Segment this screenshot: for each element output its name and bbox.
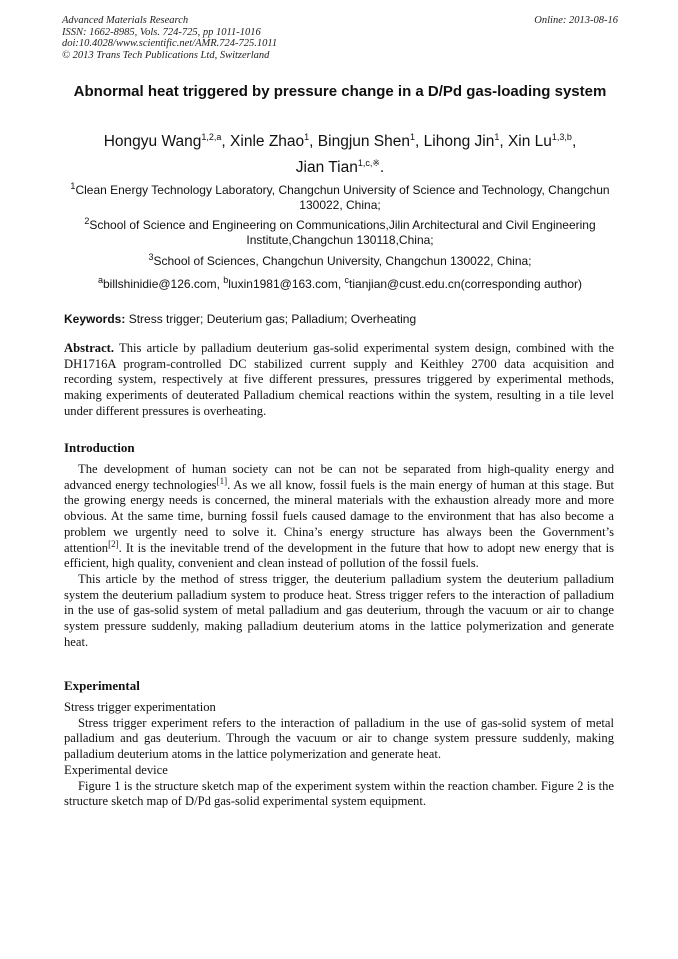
author-sep: . [379, 159, 385, 176]
paper-title: Abnormal heat triggered by pressure change in a D/Pd gas-loading system [73, 83, 607, 100]
email-text: billshinidie@126.com, [103, 277, 224, 291]
email-sup: b [223, 275, 229, 285]
introduction-body [64, 462, 614, 650]
intro-text: . It is the inevitable trend of the development in the future that how to adopt new energy that is efficient, high quality, convenient and clean instead of pollution of the fossil fuels. [64, 540, 614, 571]
intro-text: The development of human society can not be can not be separated from high-quality energy and advanced energy technologies [64, 462, 614, 492]
subsection-heading: Experimental device [64, 762, 168, 777]
affiliation-text: School of Science and Engineering on Communications,Jilin Architectural and Civil Engineering Institute,Changchun 130118,China; [89, 218, 596, 247]
affiliation-sup: 1 [70, 181, 76, 191]
citation: [1] [216, 475, 228, 486]
experimental-heading: Experimental [64, 678, 140, 693]
author-sup: 1,3,b [551, 131, 572, 142]
author-name: Xinle Zhao [230, 133, 305, 150]
author-name: Xin Lu [507, 133, 552, 150]
author-sep: , [415, 133, 424, 150]
intro-paragraph-1 [64, 462, 614, 572]
affiliation-3 [60, 254, 620, 269]
author-sup: 1 [494, 131, 500, 142]
author-name: Hongyu Wang [103, 133, 202, 150]
journal-header [62, 15, 618, 61]
subsection-heading: Stress trigger experimentation [64, 700, 216, 714]
author-sep: , [309, 133, 318, 150]
issn-line: ISSN: 1662-8985, Vols. 724-725, pp 1011-1016 [62, 26, 261, 38]
experimental-paragraph-2: Figure 1 is the structure sketch map of the experiment system within the reaction chamber. Figure 2 is the structure sketch map of D/Pd gas-solid experimental system equipment. [64, 778, 614, 809]
online-date: Online: 2013-08-16 [534, 15, 618, 26]
doi-line: doi:10.4028/www.scientific.net/AMR.724-725.1011 [62, 38, 278, 49]
citation: [2] [108, 538, 119, 549]
author-sup: 1 [304, 131, 310, 142]
email-sup: a [97, 275, 103, 285]
abstract [64, 341, 614, 420]
abstract-text: This article by palladium deuterium gas-solid experimental system design, combined with the DH1716A program-controlled DC stabilized current supply and Keithley 2700 data acquisition and recording system, respectively at five different pressures, pressures triggered by experimental methods, making experiments of deuterated Palladium chemical reactions within the system, resulting in a tile level under different pressures is overheating. [64, 341, 614, 418]
affiliation-text: Clean Energy Technology Laboratory, Changchun University of Science and Technology, Changchun 130022, China; [75, 183, 610, 212]
email-sup: c [344, 275, 350, 285]
author-list [70, 129, 610, 181]
author-sep: , [221, 133, 231, 150]
intro-text: . As we all know, fossil fuels is the main energy of human at this stage. But the growing energy needs is concerned, the mineral materials with the exhaustion already more and more obvious. At the same time, burning fossil fuels caused damage to the environment that has also become a problem we urgently need to solve it. China’s energy structure has always been the Government’s attention [64, 477, 614, 555]
affiliation-sup: 2 [84, 216, 90, 226]
email-text: tianjian@cust.edu.cn(corresponding author) [349, 277, 582, 291]
author-name: Jian Tian [295, 159, 358, 176]
intro-paragraph-2: This article by the method of stress trigger, the deuterium palladium system the deuterium palladium system the deuterium palladium system to produce heat. Stress trigger refers to the interaction of palladium in the use of gas-solid system of metal palladium and gas deuterium, through the vacuum or air to change system pressure suddenly, making palladium deuterium atoms in the lattice polymerization and generate heat. [64, 571, 614, 649]
author-sup: 1 [410, 131, 416, 142]
abstract-label: Abstract. [64, 341, 115, 355]
keywords-label: Keywords: [64, 312, 126, 326]
email-text: luxin1981@163.com, [228, 277, 345, 291]
affiliation-2 [60, 218, 620, 247]
keywords [64, 312, 416, 326]
introduction-heading: Introduction [64, 440, 135, 455]
author-name: Lihong Jin [423, 133, 495, 150]
author-sep: , [571, 133, 577, 150]
affiliation-text: School of Sciences, Changchun University, Changchun 130022, China; [153, 254, 532, 268]
journal-name: Advanced Materials Research [62, 15, 189, 26]
experimental-body [64, 700, 614, 810]
email-line [60, 277, 620, 292]
keywords-text: Stress trigger; Deuterium gas; Palladium; Overheating [125, 312, 417, 326]
author-sep: , [499, 133, 508, 150]
author-sup: 1,2,a [201, 131, 222, 142]
affiliation-sup: 3 [148, 252, 154, 262]
experimental-paragraph-1: Stress trigger experiment refers to the interaction of palladium in the use of gas-solid system of metal palladium and gas deuterium. Through the vacuum or air to change system pressure suddenly, making palladium deuterium atoms in the lattice polymerization and generate heat. [64, 715, 614, 762]
affiliation-1 [60, 183, 620, 212]
author-sup: 1,c,※ [357, 157, 380, 168]
copyright-line: © 2013 Trans Tech Publications Ltd, Switzerland [62, 49, 270, 61]
author-name: Bingjun Shen [317, 133, 411, 150]
